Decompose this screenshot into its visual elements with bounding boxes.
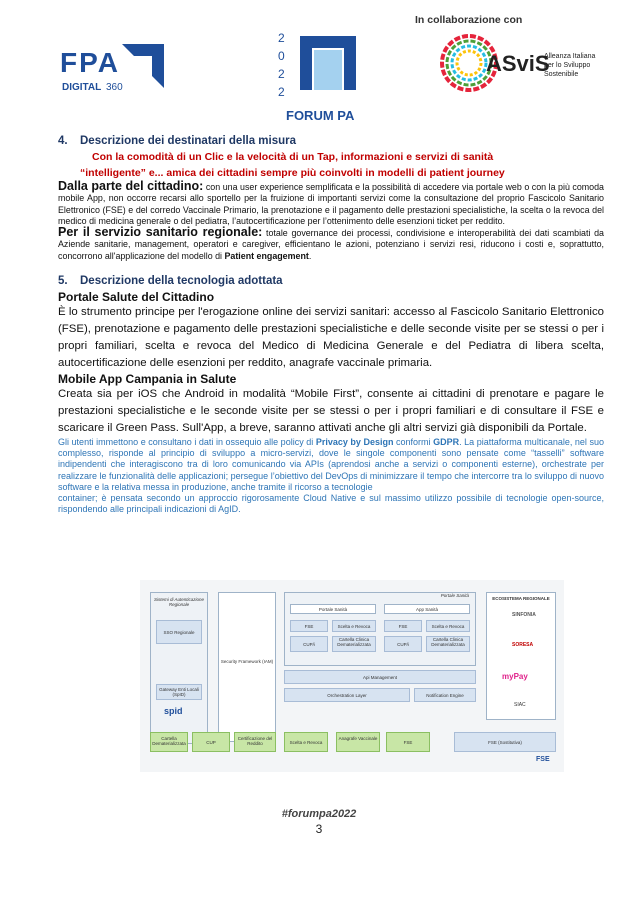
fse-logo: FSE bbox=[536, 756, 550, 763]
section-number: 5. bbox=[58, 275, 68, 288]
portal-col-title: Portale Sanità bbox=[290, 604, 376, 614]
bottom-service-box: Certificazione del Reddito bbox=[234, 732, 276, 752]
asvis-logo bbox=[440, 34, 596, 92]
sso-box: SSO Regionale bbox=[156, 620, 202, 644]
ecosystem-title: ECOSISTEMA REGIONALE bbox=[492, 596, 550, 601]
paragraph-bold: Patient engagement bbox=[224, 250, 309, 261]
forum-pa-logo bbox=[270, 28, 362, 128]
gateway-box: Gateway Enti Locali (SpID) bbox=[156, 684, 202, 700]
notification-box: Notification Engine bbox=[414, 688, 476, 702]
app-col-title: App Sanità bbox=[384, 604, 470, 614]
text-run-bold: GDPR bbox=[433, 437, 460, 448]
main-content bbox=[58, 134, 604, 516]
year-digit: 2 bbox=[278, 31, 285, 45]
bottom-service-box: Cartella Dematerializzata bbox=[150, 732, 188, 752]
architecture-diagram bbox=[140, 580, 564, 772]
cartella-box: Cartella Clinica Dematerializzata bbox=[426, 636, 470, 652]
orchestration-box: Orchestration Layer bbox=[284, 688, 410, 702]
portal-text: È lo strumento principe per l'erogazione online dei servizi sanitari: accesso al Fascicolo Sanitario Elettronico (FSE), prenotazione e pagamento delle prestazioni specialistiche e delle seconde visite per se stessi o per i propri familiari, scelta e revoca del Medico di Medicina Generale e del Pediatra di libera scelta, autocertificazione delle esenzioni per reddito, anagrafe vaccinale primaria. bbox=[58, 306, 604, 370]
scelta-box: Scelta e Revoca bbox=[426, 620, 470, 632]
year-digit: 2 bbox=[278, 67, 285, 81]
year-digit: 0 bbox=[278, 49, 285, 63]
highlight-line: “intelligente” e... amica dei cittadini sempre più coinvolti in modelli di patient journey bbox=[80, 167, 505, 179]
portal-frame-title: Portale Sanità bbox=[440, 593, 469, 598]
bottom-service-box: Scelta e Revoca bbox=[284, 732, 328, 752]
paragraph-regione bbox=[58, 227, 604, 262]
tech-paragraph-2: container; è pensata secondo un approccio rigorosamente Cloud Native e sul massimo utilizzo possibile di tecnologie open-source, rispondendo alle principali indicazioni di AgID. bbox=[58, 493, 604, 515]
paragraph-lead: Dalla parte del cittadino: bbox=[58, 179, 204, 193]
text-run: conformi bbox=[393, 437, 434, 448]
app-text: Creata sia per iOS che Android in modalità “Mobile First”, consente ai cittadini di prenotare e pagare le prestazioni specialistiche e le seconde visite per se stessi o per i propri familiari e di consultare il FSE e scaricare il Green Pass. Sull'App, a breve, saranno attivati anche gli altri servizi già disponibili da Portale. bbox=[58, 388, 604, 435]
auth-panel-title: Sistemi di Autenticazione Regionale bbox=[153, 597, 205, 607]
section-title-text: Descrizione della tecnologia adottata bbox=[80, 275, 283, 288]
fse-sostitutiva-box: FSE (Sostitutiva) bbox=[454, 732, 556, 752]
fpa-logo-main: FPA bbox=[60, 47, 120, 78]
ecosystem-item: SINFONIA bbox=[512, 612, 536, 618]
asvis-tagline: per lo Sviluppo bbox=[544, 62, 591, 69]
text-run: Gli utenti immettono e consultano i dati in ossequio alle policy di bbox=[58, 437, 316, 448]
asvis-name: ASviS bbox=[486, 51, 550, 76]
fpa-logo-sub: DIGITAL bbox=[62, 82, 102, 93]
asvis-tagline: Sostenibile bbox=[544, 71, 579, 78]
tech-paragraph bbox=[58, 437, 604, 493]
paragraph-text: con una user experience semplificata e la possibilità di accedere via portale web o con la più comoda mobile App, non occorre recarsi allo sportello per la fruizione di importanti servizi come la consultazione del proprio Fascicolo Sanitario Elettronico (FSE) e del corredo Vaccinale Primario, la prenotazione e il pagamento delle prestazioni specialistiche, la scelta o la revoca del medico di medicina generale o del pediatra, l’autocertificazione per l’ottenimento delle esenzioni ticket per reddito. bbox=[58, 182, 604, 226]
security-framework-box: Security Framework (IAM) bbox=[218, 592, 276, 742]
ecosystem-item: SIAC bbox=[514, 702, 526, 708]
cartella-box: Cartella Clinica Dematerializzata bbox=[332, 636, 376, 652]
bottom-service-box: CUP bbox=[192, 732, 230, 752]
bottom-service-box: Anagrafe Vaccinale bbox=[336, 732, 380, 752]
spid-logo: spid bbox=[164, 706, 183, 716]
paragraph-cittadino bbox=[58, 181, 604, 227]
api-management-box: Api Management bbox=[284, 670, 476, 684]
section-title-text: Descrizione dei destinatari della misura bbox=[80, 135, 297, 147]
highlight-line: Con la comodità di un Clic e la velocità di un Tap, informazioni e servizi di sanità bbox=[92, 151, 494, 163]
fse-box: FSE bbox=[384, 620, 422, 632]
period: . bbox=[308, 250, 312, 261]
cup-box: CUP/i bbox=[384, 636, 422, 652]
portal-heading: Portale Salute del Cittadino bbox=[58, 290, 215, 305]
forum-pa-name: FORUM PA bbox=[286, 108, 355, 123]
app-heading: Mobile App Campania in Salute bbox=[58, 372, 237, 387]
paragraph-lead: Per il servizio sanitario regionale: bbox=[58, 225, 263, 240]
footer-hashtag: #forumpa2022 bbox=[281, 808, 357, 820]
text-run-bold: Privacy by Design bbox=[315, 437, 394, 448]
bottom-service-box: FSE bbox=[386, 732, 430, 752]
collaboration-label: In collaborazione con bbox=[415, 14, 523, 26]
asvis-tagline: Alleanza Italiana bbox=[544, 53, 596, 60]
page-number: 3 bbox=[315, 822, 323, 836]
section-4-title bbox=[58, 134, 604, 148]
text-run: . La piattaforma multicanale, nel suo complesso, risponde al principio di sviluppo a micro-servizi, dove le singole componenti sono pensate come “tasselli” software indipendenti che interagiscono tra di loro comunicando via APIs (aprendosi anche a servizi o componenti esterne), orchestrate per realizzare le funzionalità delle applicazioni; persegue l’obiettivo del DevOps di minimizzare il tempo che intercorre tra lo sviluppo di nuovo software e la relativa messa in produzione, anche tramite il ricorso a tecnologie bbox=[58, 437, 604, 492]
fse-box: FSE bbox=[290, 620, 328, 632]
section-5-title bbox=[58, 274, 604, 288]
year-digit: 2 bbox=[278, 85, 285, 99]
auth-panel bbox=[150, 592, 208, 744]
scelta-box: Scelta e Revoca bbox=[332, 620, 376, 632]
fpa-logo-sub-num: 360 bbox=[106, 82, 123, 93]
ecosystem-item: SORESA bbox=[512, 642, 534, 648]
section-number: 4. bbox=[58, 135, 68, 147]
ecosystem-item: myPay bbox=[502, 672, 528, 681]
paragraph-text: totale governance dei processi, condivisione e interoperabilità dei dati scambiati da Aziende sanitarie, management, operatori e caregiver, efficientano le azioni, potenziano i servizi resi, riducono i costi e, soprattutto, concorrono all'applicazione del modello di bbox=[58, 228, 604, 261]
fpa-logo bbox=[52, 38, 170, 100]
cup-box: CUP/i bbox=[290, 636, 328, 652]
